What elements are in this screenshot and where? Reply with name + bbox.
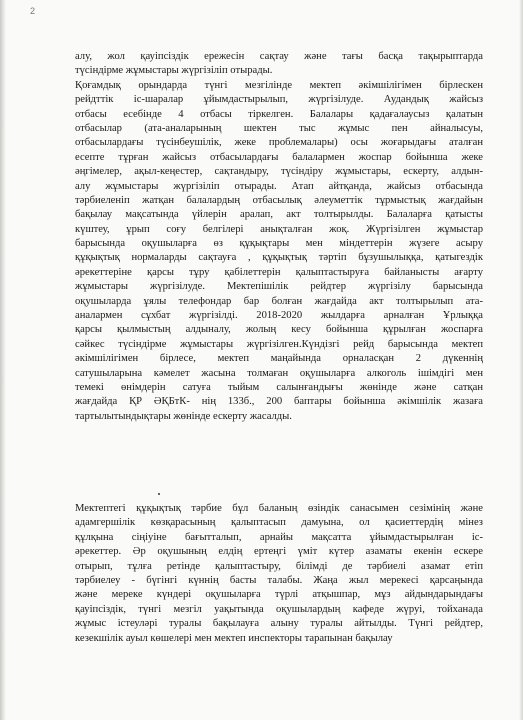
text-line: жағдайда ҚР ӘҚБтК- нің 133б., 200 баптары бойынша әкімшілік жазаға — [75, 396, 483, 408]
text-line: бақылау мақсатында үйлерін аралап, акт толтырылды. Балаларға қатысты — [75, 209, 483, 221]
text-line: барысында оқушыларға өз құқықтары мен міндеттерін жүзеге асыру — [75, 238, 483, 250]
text-line: әңгімелер, ақыл-кеңестер, сақтандыру, түсіндіру жұмыстары, ескерту, алдын- — [75, 166, 483, 178]
text-line: отырып, тұлға ретінде қалыптастыру, білімді де тәрбиелі азамат етіп — [75, 560, 483, 572]
stray-dot — [158, 493, 160, 495]
text-line: кезекшілік ауыл көшелері мен мектеп инспекторы тарапынан бақылау — [75, 632, 393, 644]
text-line: құқықтық нормаларды сақтауға , құқықтық тәртіп бұзушылыққа, қатыгездік — [75, 252, 483, 264]
text-line: адамгершілік көзқарасының қалыптасып дамуына, ол қасиеттердің мінез — [75, 517, 483, 529]
text-line: отбасылардағы түсінбеушілік, жеке проблемалары) осы жоғарыдағы аталған — [75, 137, 483, 149]
page-shadow-left — [0, 0, 6, 720]
text-line: және мереке күндері оқушыларға түрлі атқышпар, мұз айдындарындағы — [75, 589, 483, 601]
text-line: рейдттік іс-шаралар ұйымдастырылып, жүргізілуде. Аудандық жайсыз — [75, 94, 483, 106]
text-line: алу, жол қауіпсіздік ережесін сақтау және тағы басқа тақырыптарда — [75, 51, 483, 62]
text-line: әкімшілігімен бірлесе, мектеп маңайында орналасқан 2 дүкеннің — [75, 353, 483, 365]
text-line: отбасылар (ата-аналарының шектен тыс жұмыс пен айналысуы, — [75, 122, 483, 134]
text-line: есепте тұрған жайсыз отбасылардағы балалармен жоспар бойынша жеке — [75, 151, 483, 163]
text-line: құлқына сіңіуіне бағытталып, арнайы мақсатта ұйымдастырылған іс- — [75, 531, 483, 543]
text-line: күштеу, ұрып соғу белгілері анықталған жоқ. Жүргізілген жұмыстар — [75, 223, 483, 235]
text-line: әрекеттер. Әр оқушының елдің ертеңгі үміт күтер азаматы екенін ескере — [75, 546, 483, 558]
text-line: түсіндірме жұмыстары жүргізіліп отырады. — [75, 65, 273, 77]
text-line: сәйкес түсіндірме жұмыстары жүргізілген.Күндізгі рейд барысында мектеп — [75, 338, 483, 350]
text-line: оқушыларда ұялы телефондар бар болған жағдайда акт толтырылып ата- — [75, 295, 483, 307]
paragraph-block-1 — [75, 50, 483, 424]
text-line: алу жұмыстары жүргізіліп отырады. Атап айтқанда, жайсыз отбасында — [75, 180, 483, 192]
text-line: Мектептегі құқықтық тәрбие бұл баланың өзіндік санасымен сезімінің және — [75, 503, 483, 514]
text-line: әрекеттеріне қарсы тұру қабілеттерін қалыптастыруға байланысты ағарту — [75, 266, 483, 278]
text-line: Қоғамдық орындарда түнгі мезгілінде мектеп әкімшілігімен бірлескен — [75, 79, 483, 91]
paragraph-block-2 — [75, 502, 483, 646]
text-line: темекі өнімдерін сатуға тыйым салынғандығы жөнінде және сатқан — [75, 381, 483, 393]
text-line: жұмыс істеуләрі туралы бақылауға алыну туралы айтылды. Түнгі рейдтер, — [75, 618, 483, 630]
text-line: аналармен сұхбат жүргізілді. 2018-2020 жылдарға арналған Ұрлыққа — [75, 310, 483, 322]
text-line: сатушыларына кәмелет жасына толмаған оқушыларға алкоголь ішімдігі мен — [75, 367, 483, 379]
page-shadow-right — [519, 0, 523, 720]
text-line: қауіпсіздік, түнгі мезгіл уақытында оқушылардың кафеде жүруі, тойханада — [75, 603, 483, 615]
corner-mark: 2 — [30, 6, 36, 16]
text-line: тәрбиелеу - бүгінгі күннің басты талабы. Жаңа жыл мерекесі қарсаңында — [75, 574, 483, 586]
text-line: қарсы қылмыстың алдыналу, жолың кесу бойынша құрылған жоспарға — [75, 324, 483, 336]
text-line: тәрбиеленіп жатқан балалардың отбасылық әлеуметтік тұрмыстық жағдайын — [75, 194, 483, 206]
text-line: жұмыстары жүргізілуде. Мектепішілік рейдтер жүргізілу барысында — [75, 281, 483, 293]
text-line: отбасы есебінде 4 отбасы тіркелген. Балалары қадағалаусыз қалатын — [75, 108, 483, 120]
text-line: тартылытындықтары жөнінде ескерту жасалды. — [75, 410, 292, 422]
